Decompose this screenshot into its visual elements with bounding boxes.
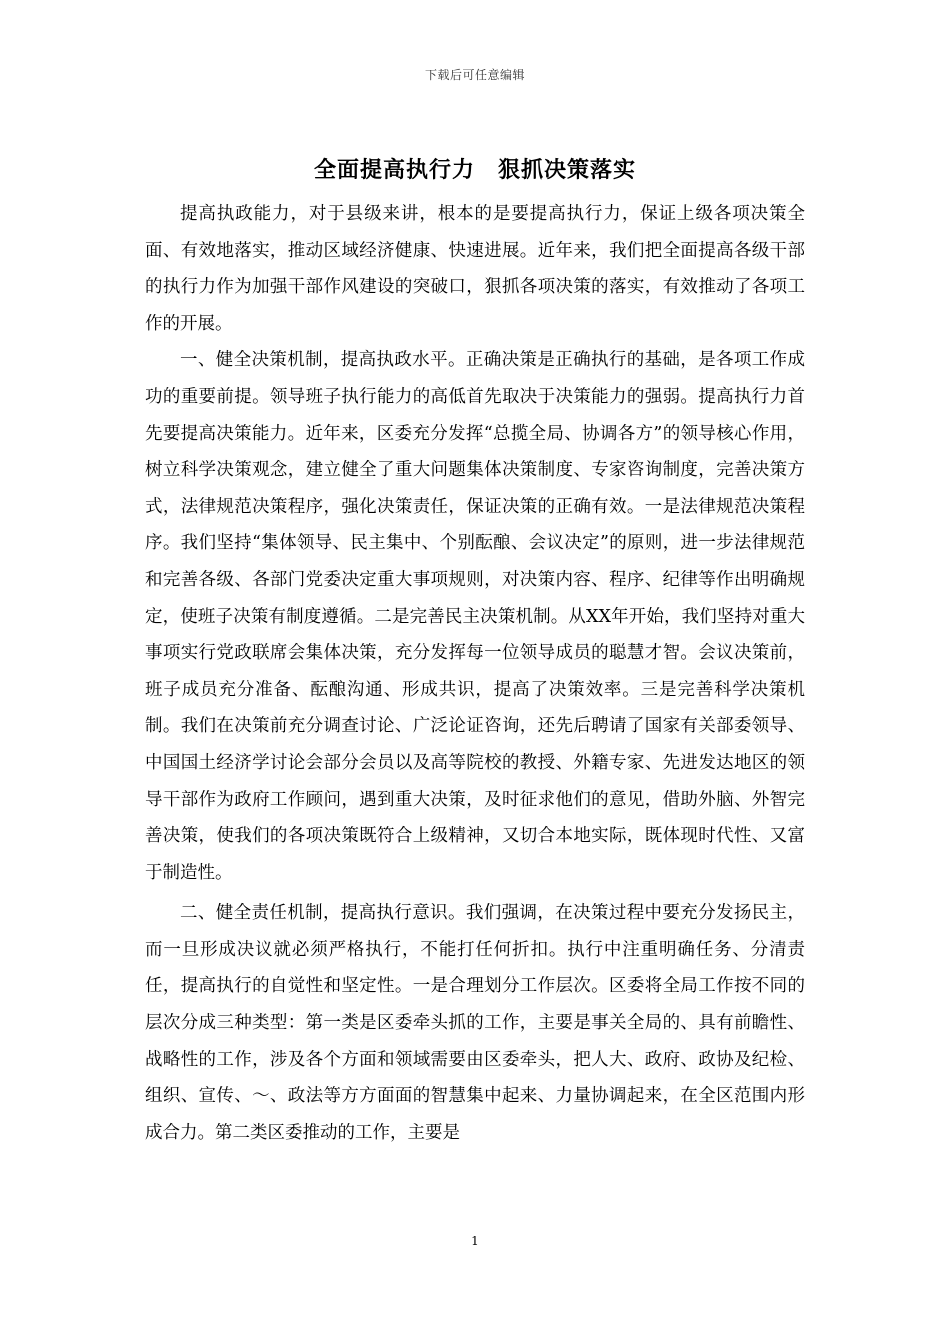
paragraph-intro: 提高执政能力，对于县级来讲，根本的是要提高执行力，保证上级各项决策全面、有效地落实，推动区域经济健康、快速进展。近年来，我们把全面提高各级干部的执行力作为加强干部作风建设的突破口，狠抓各项决策的落实，有效推动了各项工作的开展。	[145, 204, 805, 334]
paragraph-section-1: 一、健全决策机制，提高执政水平。正确决策是正确执行的基础，是各项工作成功的重要前提。领导班子执行能力的高低首先取决于决策能力的强弱。提高执行力首先要提高决策能力。近年来，区委充分发挥“总揽全局、协调各方”的领导核心作用，树立科学决策观念，建立健全了重大问题集体决策制度、专家咨询制度，完善决策方式，法律规范决策程序，强化决策责任，保证决策的正确有效。一是法律规范决策程序。我们坚持“集体领导、民主集中、个别酝酿、会议决定”的原则，进一步法律规范和完善各级、各部门党委决定重大事项规则，对决策内容、程序、纪律等作出明确规定，使班子决策有制度遵循。二是完善民主决策机制。从XX年开始，我们坚持对重大事项实行党政联席会集体决策，充分发挥每一位领导成员的聪慧才智。会议决策前，班子成员充分准备、酝酿沟通、形成共识，提高了决策效率。三是完善科学决策机制。我们在决策前充分调查讨论、广泛论证咨询，还先后聘请了国家有关部委领导、中国国土经济学讨论会部分会员以及高等院校的教授、外籍专家、先进发达地区的领导干部作为政府工作顾问，遇到重大决策，及时征求他们的意见，借助外脑、外智完善决策，使我们的各项决策既符合上级精神，又切合本地实际，既体现时代性、又富于制造性。	[145, 350, 805, 883]
document-body	[145, 196, 805, 1151]
document-title: 全面提高执行力 狠抓决策落实	[313, 157, 636, 183]
header-note: 下载后可任意编辑	[424, 68, 525, 82]
paragraph-section-2: 二、健全责任机制，提高执行意识。我们强调，在决策过程中要充分发扬民主，而一旦形成决议就必须严格执行，不能打任何折扣。执行中注重明确任务、分清责任，提高执行的自觉性和坚定性。一是合理划分工作层次。区委将全局工作按不同的层次分成三种类型：第一类是区委牵头抓的工作，主要是事关全局的、具有前瞻性、战略性的工作，涉及各个方面和领域需要由区委牵头，把人大、政府、政协及纪检、组织、宣传、～、政法等方方面面的智慧集中起来、力量协调起来，在全区范围内形成合力。第二类区委推动的工作，主要是	[145, 903, 805, 1143]
page-number: 1	[471, 1234, 479, 1248]
